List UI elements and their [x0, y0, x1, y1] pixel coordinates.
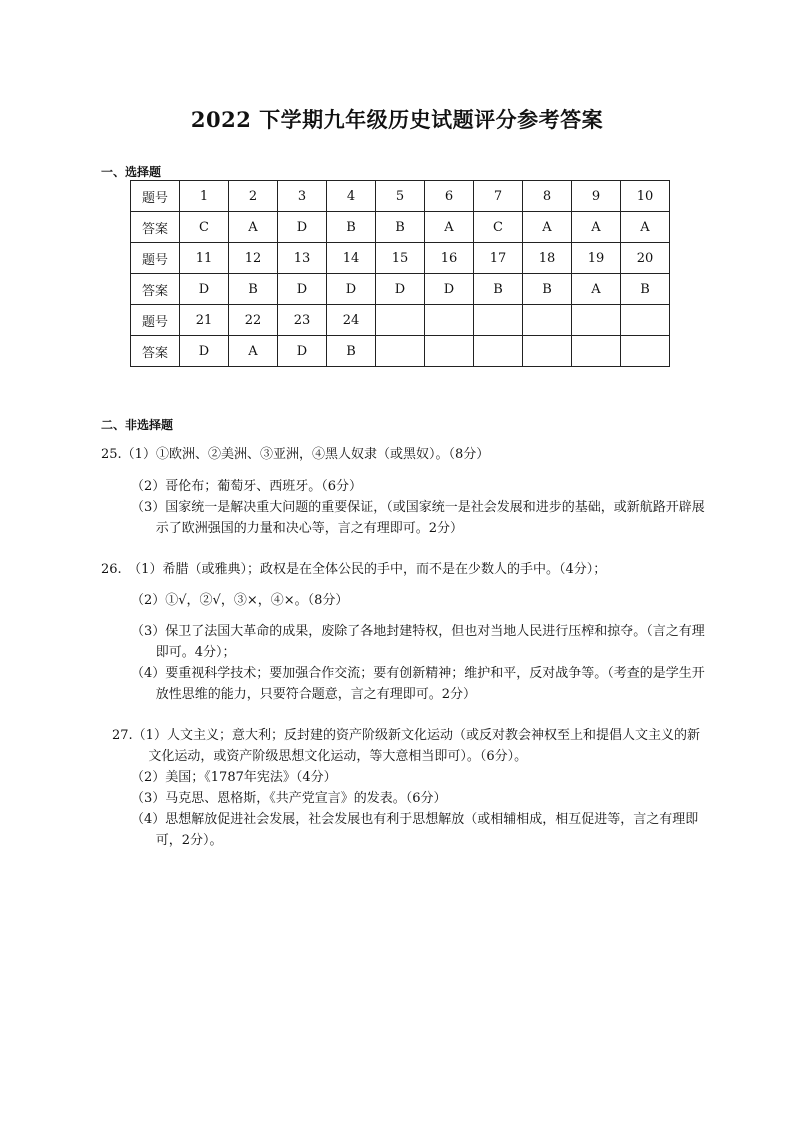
q26-part3: （3）保卫了法国大革命的成果，废除了各地封建特权，但也对当地人民进行压榨和掠夺。（言之有理即可。4分）； [131, 624, 705, 660]
answer-row [131, 274, 670, 305]
question-number-cell: 24 [327, 305, 376, 336]
question-number-cell [425, 305, 474, 336]
answer-cell: B [229, 274, 278, 305]
answer-cell: D [278, 274, 327, 305]
question-number-cell: 1 [180, 181, 229, 212]
section-heading-choice: 一、选择题 [101, 165, 162, 179]
answer-cell: A [229, 212, 278, 243]
row-label-number: 题号 [131, 305, 180, 336]
answer-cell: A [523, 212, 572, 243]
answer-cell: D [425, 274, 474, 305]
question-number-cell: 4 [327, 181, 376, 212]
answer-cell: D [327, 274, 376, 305]
section-heading-nonchoice: 二、非选择题 [101, 418, 174, 432]
q26-part1: 26. （1）希腊（或雅典）；政权是在全体公民的手中，而不是在少数人的手中。（4分）； [101, 562, 607, 577]
question-number-cell: 10 [621, 181, 670, 212]
q27-part2: （2）美国；《1787年宪法》（4分） [131, 770, 337, 785]
question-number-cell: 8 [523, 181, 572, 212]
question-number-cell: 19 [572, 243, 621, 274]
question-number-cell: 5 [376, 181, 425, 212]
answer-cell [376, 336, 425, 367]
answer-cell: B [474, 274, 523, 305]
answer-row [131, 212, 670, 243]
q25-part3: （3）国家统一是解决重大问题的重要保证，（或国家统一是社会发展和进步的基础，或新航路开辟展示了欧洲强国的力量和决心等，言之有理即可。2分） [131, 500, 705, 536]
question-number-cell: 9 [572, 181, 621, 212]
question-number-cell [523, 305, 572, 336]
question-number-cell: 17 [474, 243, 523, 274]
answer-cell: D [376, 274, 425, 305]
answer-cell: A [621, 212, 670, 243]
answer-cell [523, 336, 572, 367]
row-label-answer: 答案 [131, 336, 180, 367]
answer-cell [572, 336, 621, 367]
answer-cell: B [327, 336, 376, 367]
q26-part2: （2）①√，②√，③×，④×。（8分） [131, 593, 349, 608]
row-label-answer: 答案 [131, 212, 180, 243]
q25-part1: 25.（1）①欧洲、②美洲、③亚洲，④黑人奴隶（或黑奴）。（8分） [101, 447, 490, 462]
question-number-cell: 23 [278, 305, 327, 336]
question-number-cell: 2 [229, 181, 278, 212]
answer-cell: B [523, 274, 572, 305]
question-number-cell: 14 [327, 243, 376, 274]
answer-table [130, 180, 670, 367]
answer-cell: C [180, 212, 229, 243]
answer-cell: B [621, 274, 670, 305]
answer-cell: A [229, 336, 278, 367]
question-number-cell [376, 305, 425, 336]
q25-part2: （2）哥伦布；葡萄牙、西班牙。（6分） [131, 479, 363, 494]
question-number-row [131, 181, 670, 212]
question-number-cell: 11 [180, 243, 229, 274]
answer-cell [621, 336, 670, 367]
answer-row [131, 336, 670, 367]
answer-cell: D [278, 336, 327, 367]
question-number-row [131, 305, 670, 336]
answer-cell: D [180, 274, 229, 305]
answer-cell: B [327, 212, 376, 243]
answer-cell: A [572, 274, 621, 305]
question-number-cell: 12 [229, 243, 278, 274]
q26-part4: （4）要重视科学技术；要加强合作交流；要有创新精神；维护和平，反对战争等。（考查的是学生开放性思维的能力，只要符合题意，言之有理即可。2分） [131, 666, 705, 702]
answer-cell: A [572, 212, 621, 243]
answer-cell: C [474, 212, 523, 243]
q27-part1: 27.（1）人文主义；意大利；反封建的资产阶级新文化运动（或反对教会神权至上和提倡人文主义的新文化运动，或资产阶级思想文化运动，等大意相当即可）。（6分）。 [112, 728, 700, 764]
q27-part4: （4）思想解放促进社会发展，社会发展也有利于思想解放（或相辅相成，相互促进等，言之有理即可，2分）。 [131, 812, 699, 848]
row-label-number: 题号 [131, 243, 180, 274]
question-number-cell: 22 [229, 305, 278, 336]
answer-cell: A [425, 212, 474, 243]
question-number-cell: 18 [523, 243, 572, 274]
page-title: 2022 下学期九年级历史试题评分参考答案 [190, 107, 604, 132]
question-number-row [131, 243, 670, 274]
answer-cell: D [278, 212, 327, 243]
question-number-cell: 6 [425, 181, 474, 212]
question-number-cell: 20 [621, 243, 670, 274]
question-number-cell: 13 [278, 243, 327, 274]
question-number-cell [474, 305, 523, 336]
question-number-cell: 15 [376, 243, 425, 274]
answer-cell: D [180, 336, 229, 367]
question-number-cell [621, 305, 670, 336]
answer-cell: B [376, 212, 425, 243]
question-number-cell: 7 [474, 181, 523, 212]
question-number-cell [572, 305, 621, 336]
answer-cell [474, 336, 523, 367]
question-number-cell: 3 [278, 181, 327, 212]
row-label-answer: 答案 [131, 274, 180, 305]
question-number-cell: 16 [425, 243, 474, 274]
row-label-number: 题号 [131, 181, 180, 212]
question-number-cell: 21 [180, 305, 229, 336]
answer-cell [425, 336, 474, 367]
q27-part3: （3）马克思、恩格斯，《共产党宣言》的发表。（6分） [131, 791, 447, 806]
